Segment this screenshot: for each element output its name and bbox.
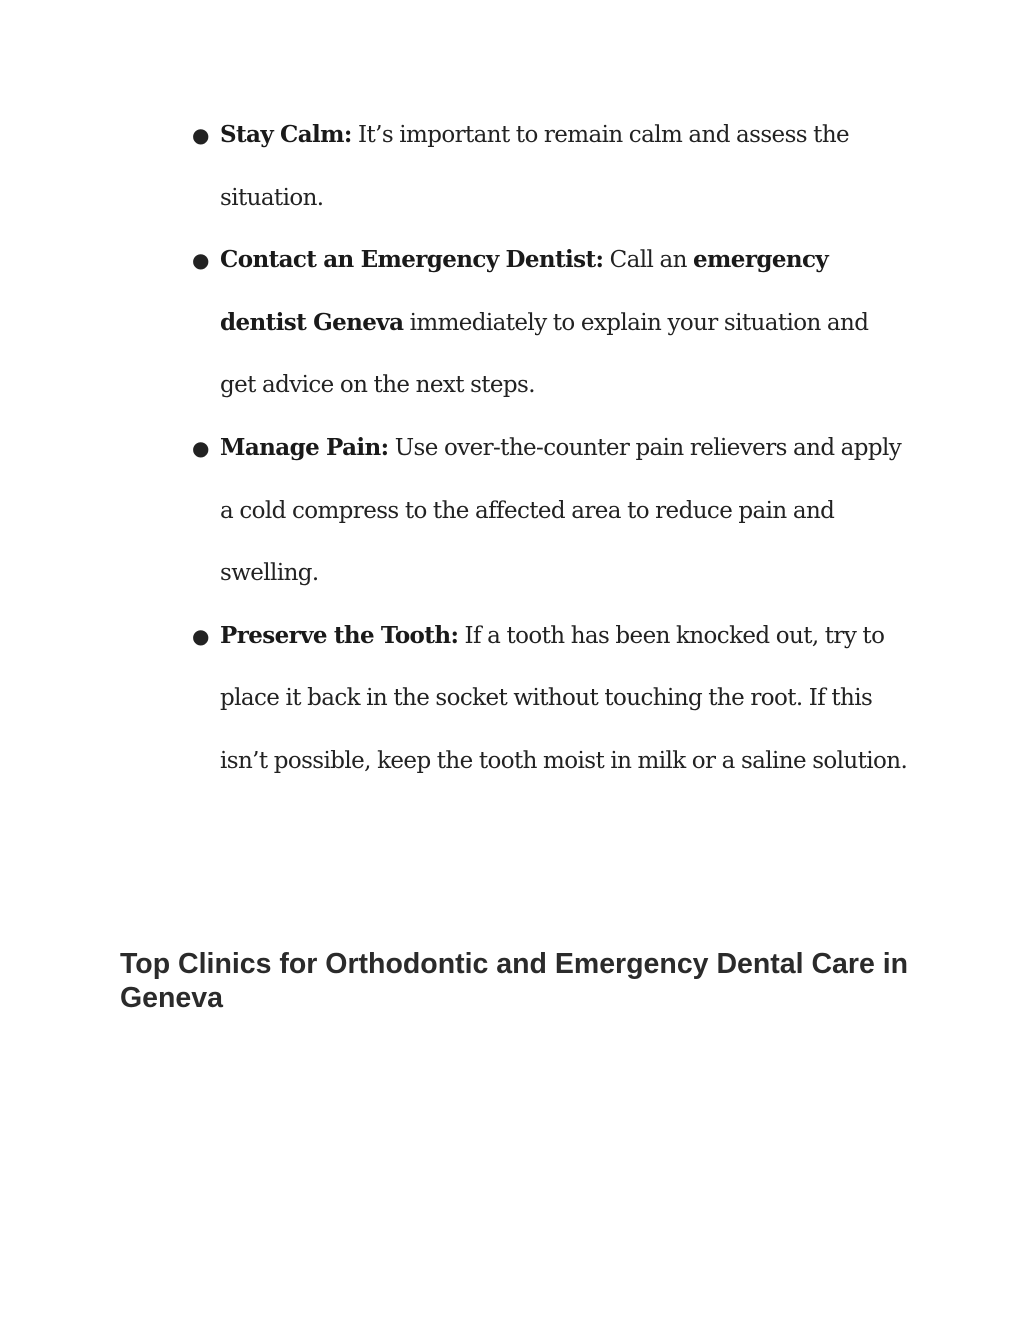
list-item-text: immediately to explain your situation and get advice on the next steps. [220, 309, 869, 399]
list-item-lead: Contact an Emergency Dentist: [220, 246, 604, 274]
bullet-icon: ● [192, 623, 209, 648]
list-item-lead: Stay Calm: [220, 121, 352, 148]
bullet-icon: ● [192, 248, 209, 273]
list-item-emphasis: emergency dentist Geneva [220, 246, 829, 336]
list-item-text: If a tooth has been knocked out, try to place it back in the socket without touching the root. If this isn’t possible, keep the tooth moist in milk or a saline solution. [220, 622, 908, 774]
list-item-manage-pain [190, 417, 910, 605]
list-item-text: It’s important to remain calm and assess the situation. [220, 122, 850, 211]
bullet-icon: ● [192, 435, 209, 460]
list-item-stay-calm [190, 104, 910, 229]
list-item-contact-dentist [190, 229, 910, 417]
list-item-lead: Preserve the Tooth: [220, 621, 459, 649]
list-item-text: Use over-the-counter pain relievers and apply a cold compress to the affected area to reduce pain and swelling. [220, 434, 902, 587]
emergency-steps-list [190, 104, 910, 793]
list-item-preserve-tooth [190, 605, 910, 793]
section-heading: Top Clinics for Orthodontic and Emergency Dental Care in Geneva [120, 948, 909, 1014]
bullet-icon: ● [192, 123, 209, 147]
list-item-lead: Manage Pain: [220, 433, 389, 461]
list-item-text: Call an [603, 247, 694, 274]
